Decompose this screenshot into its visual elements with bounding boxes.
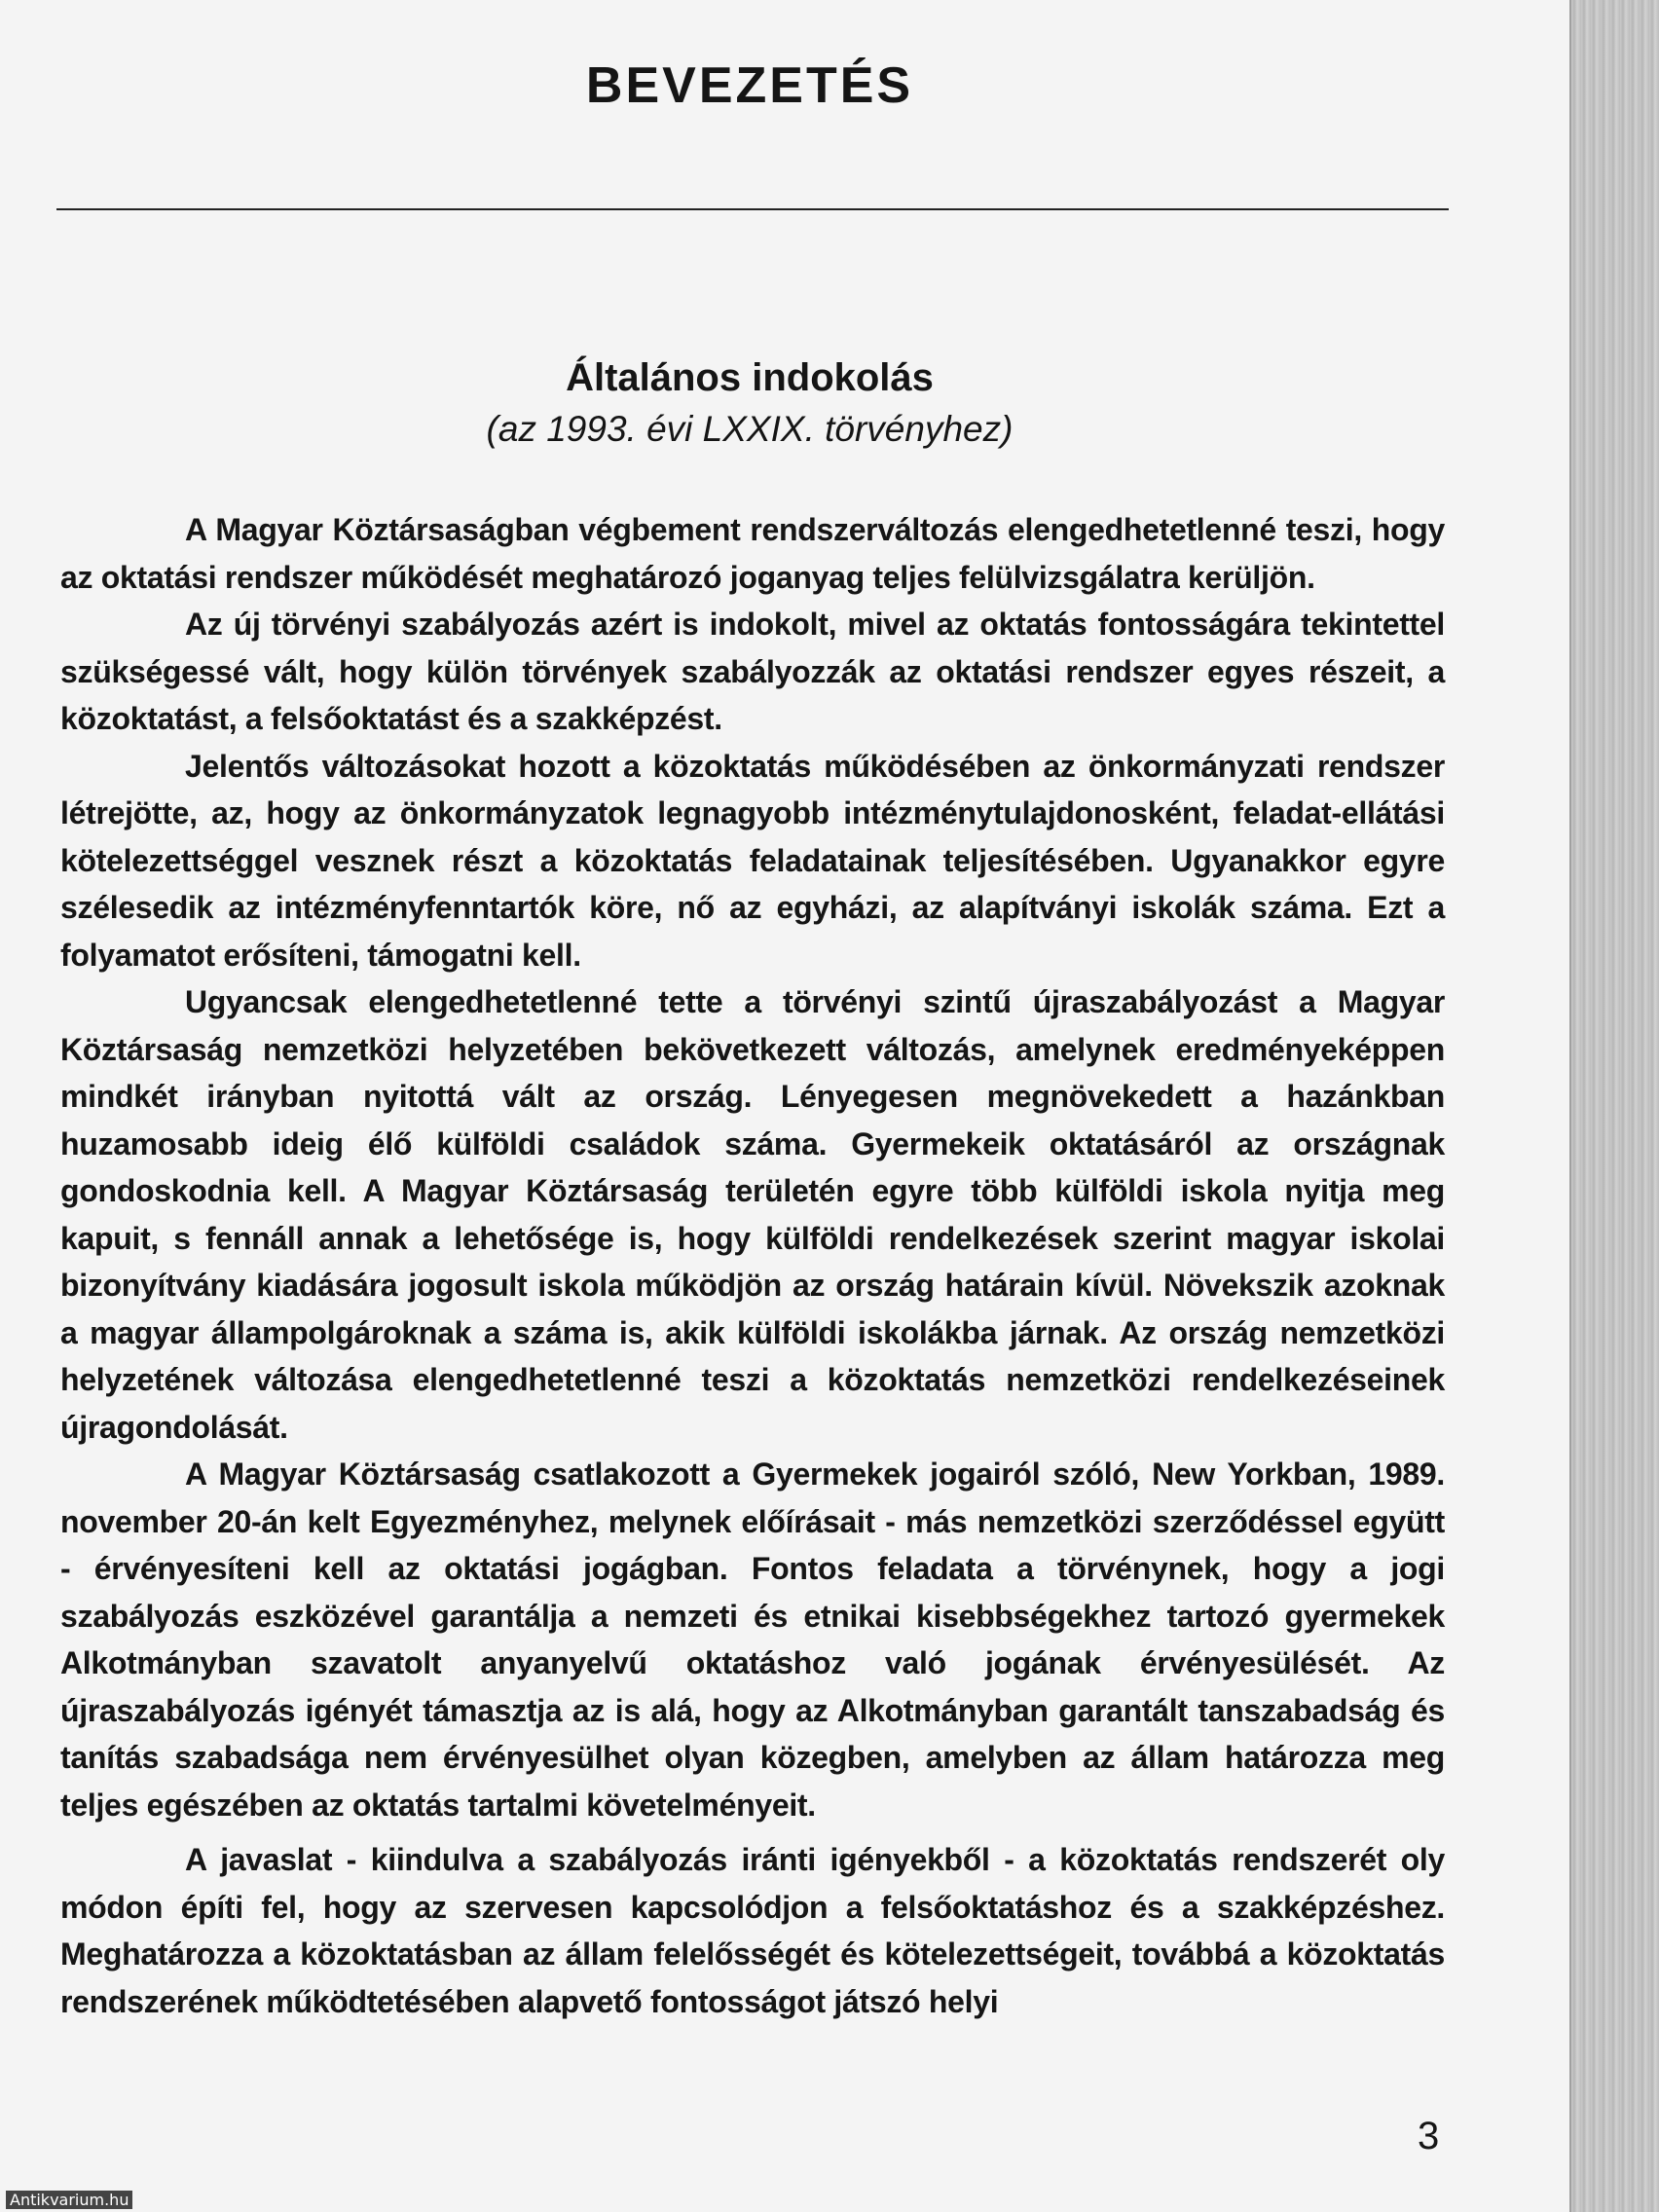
paragraph: A Magyar Köztársaságban végbement rendszerváltozás elengedhetetlenné teszi, hogy az oktatási rendszer működését meghatározó joganyag teljes felülvizsgálatra kerüljön.	[60, 512, 1445, 595]
title-divider	[56, 208, 1449, 210]
page-number: 3	[1418, 2115, 1440, 2157]
paragraph: Az új törvényi szabályozás azért is indokolt, mivel az oktatás fontosságára tekintettel szükségessé vált, hogy külön törvények szabályozzák az oktatási rendszer egyes részeit, a közoktatást, a felsőoktatást és a szakképzést.	[60, 607, 1445, 736]
body-text	[60, 506, 1445, 2025]
section-subtitle: (az 1993. évi LXXIX. törvényhez)	[486, 409, 1014, 449]
page-edge-stack	[1569, 0, 1659, 2212]
watermark: Antikvarium.hu	[6, 2191, 132, 2209]
paragraph: A Magyar Köztársaság csatlakozott a Gyermekek jogairól szóló, New Yorkban, 1989. november 20-án kelt Egyezményhez, melynek előírásait - más nemzetközi szerződéssel együtt - érvényesíteni kell az oktatási jogágban. Fontos feladata a törvénynek, hogy a jogi szabályozás eszközével garantálja a nemzeti és etnikai kisebbségekhez tartozó gyermekek Alkotmányban szavatolt anyanyelvű oktatáshoz való jogának érvényesülését. Az újraszabályozás igényét támasztja az is alá, hogy az Alkotmányban garantált tanszabadság és tanítás szabadsága nem érvényesülhet olyan közegben, amelyben az állam határozza meg teljes egészében az oktatás tartalmi követelményeit.	[60, 1456, 1445, 1823]
paragraph: A javaslat - kiindulva a szabályozás iránti igényekből - a közoktatás rendszerét oly módon építi fel, hogy az szervesen kapcsolódjon a felsőoktatáshoz és a szakképzéshez. Meghatározza a közoktatásban az állam felelősségét és kötelezettségeit, továbbá a közoktatás rendszerének működtetésében alapvető fontosságot játszó helyi	[60, 1842, 1445, 2019]
chapter-title: BEVEZETÉS	[585, 57, 914, 114]
paragraph: Jelentős változásokat hozott a közoktatás működésében az önkormányzati rendszer létrejötte, az, hogy az önkormányzatok legnagyobb intézménytulajdonosként, feladat-ellátási kötelezettséggel vesznek részt a közoktatás feladatainak teljesítésében. Ugyanakkor egyre szélesedik az intézményfenntartók köre, nő az egyházi, az alapítványi iskolák száma. Ezt a folyamatot erősíteni, támogatni kell.	[60, 748, 1445, 973]
section-title: Általános indokolás	[566, 356, 934, 399]
paragraph: Ugyancsak elengedhetetlenné tette a törvényi szintű újraszabályozást a Magyar Köztársaság nemzetközi helyzetében bekövetkezett változás, amelynek eredményeképpen mindkét irányban nyitottá vált az ország. Lényegesen megnövekedett a hazánkban huzamosabb ideig élő külföldi családok száma. Gyermekeik oktatásáról az országnak gondoskodnia kell. A Magyar Köztársaság területén egyre több külföldi iskola nyitja meg kapuit, s fennáll annak a lehetősége is, hogy külföldi rendelkezések szerint magyar iskolai bizonyítvány kiadására jogosult iskola működjön az ország határain kívül. Növekszik azoknak a magyar állampolgároknak a száma is, akik külföldi iskolákba járnak. Az ország nemzetközi helyzetének változása elengedhetetlenné teszi a közoktatás nemzetközi rendelkezéseinek újragondolását.	[60, 984, 1445, 1445]
